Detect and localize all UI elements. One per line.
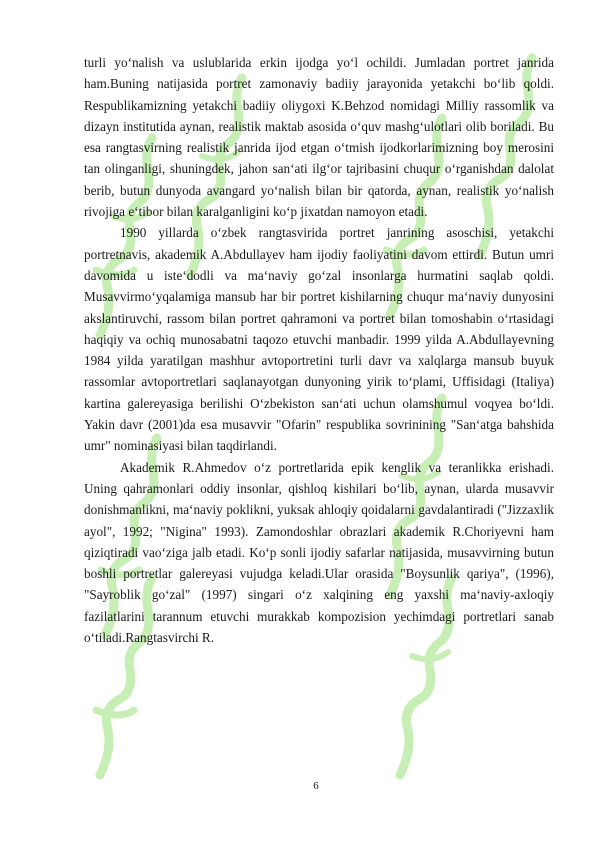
paragraph-3: Akademik R.Ahmedov o‘z portretlarida epik kenglik va teranlikka erishadi. Uning qahramonlari oddiy insonlar, qishloq kishilari bo‘lib, aynan, ularda musavvir donishmanlikni, ma‘naviy poklikni, yuksak ahloqiy qoidalarni gavdalantiradi ("Jizzaxlik ayol", 1992; "Nigina" 1993). Zamondoshlar obrazlari akademik R.Choriyevni ham qiziqtiradi vao‘ziga jalb etadi. Ko‘p sonli ijodiy safarlar natijasida, musavvirning butun boshli portretlar galereyasi vujudga keladi.Ular orasida "Boysunlik qariya", (1996), "Sayroblik go‘zal" (1997) singari o‘z xalqining eng yaxshi ma‘naviy-axloqiy fazilatlarini tarannum etuvchi murakkab kompozision yechimdagi portretlari sanab o‘tiladi.Rangtasvirchi R. [84,459,554,646]
paragraph-2: 1990 yillarda o‘zbek rangtasvirida portret janrining asoschisi, yetakchi portretnavis, akademik A.Abdullayev ham ijodiy faoliyatini davom ettirdi. Butun umri davomida u iste‘dodli va ma‘naviy go‘zal insonlarga hurmatini saqlab qoldi. Musavvirmo‘yqalamiga mansub har bir portret kishilarning chuqur ma‘naviy dunyosini akslantiruvchi, rassom bilan portret qahramoni va portret bilan tomoshabin o‘rtasidagi haqiqiy va ochiq munosabatni taqozo etuvchi manbadir. 1999 yilda A.Abdullayevning 1984 yilda yaratilgan mashhur avtoportretini turli davr va xalqlarga mansub buyuk rassomlar avtoportretlari saqlanayotgan dunyoning yirik to‘plami, Uffisidagi (Italiya) kartina galereyasiga berilishi O‘zbekiston san‘ati uchun olamshumul voqyea bo‘ldi. Yakin davr (2001)da esa musavvir "Ofarin" respublika sovrinining "San‘atga bahshida umr" nominasiyasi bilan taqdirlandi. [84,225,554,454]
page-number: 6 [313,780,319,792]
body-text [84,52,554,648]
paragraph-1: turli yo‘nalish va uslublarida erkin ijodga yo‘l ochildi. Jumladan portret janrida ham.Buning natijasida portret zamonaviy badiiy jarayonida yetakchi bo‘lib qoldi. Respublikamizning yetakchi badiiy oliygoxi K.Behzod nomidagi Milliy rassomlik va dizayn institutida aynan, realistik maktab asosida o‘quv mashg‘ulotlari olib boriladi. Bu esa rangtasvirning realistik janrida ijod etgan o‘tmish ijodkorlarimizning boy merosini tan olinganligi, shuningdek, jahon san‘ati ilg‘or tajribasini chuqur o‘rganishdan dalolat berib, butun dunyoda avangard yo‘nalish bilan bir qatorda, aynan, realistik yo‘nalish rivojiga e‘tibor bilan karalganligini ko‘p jixatdan namoyon etadi. [84,55,554,220]
